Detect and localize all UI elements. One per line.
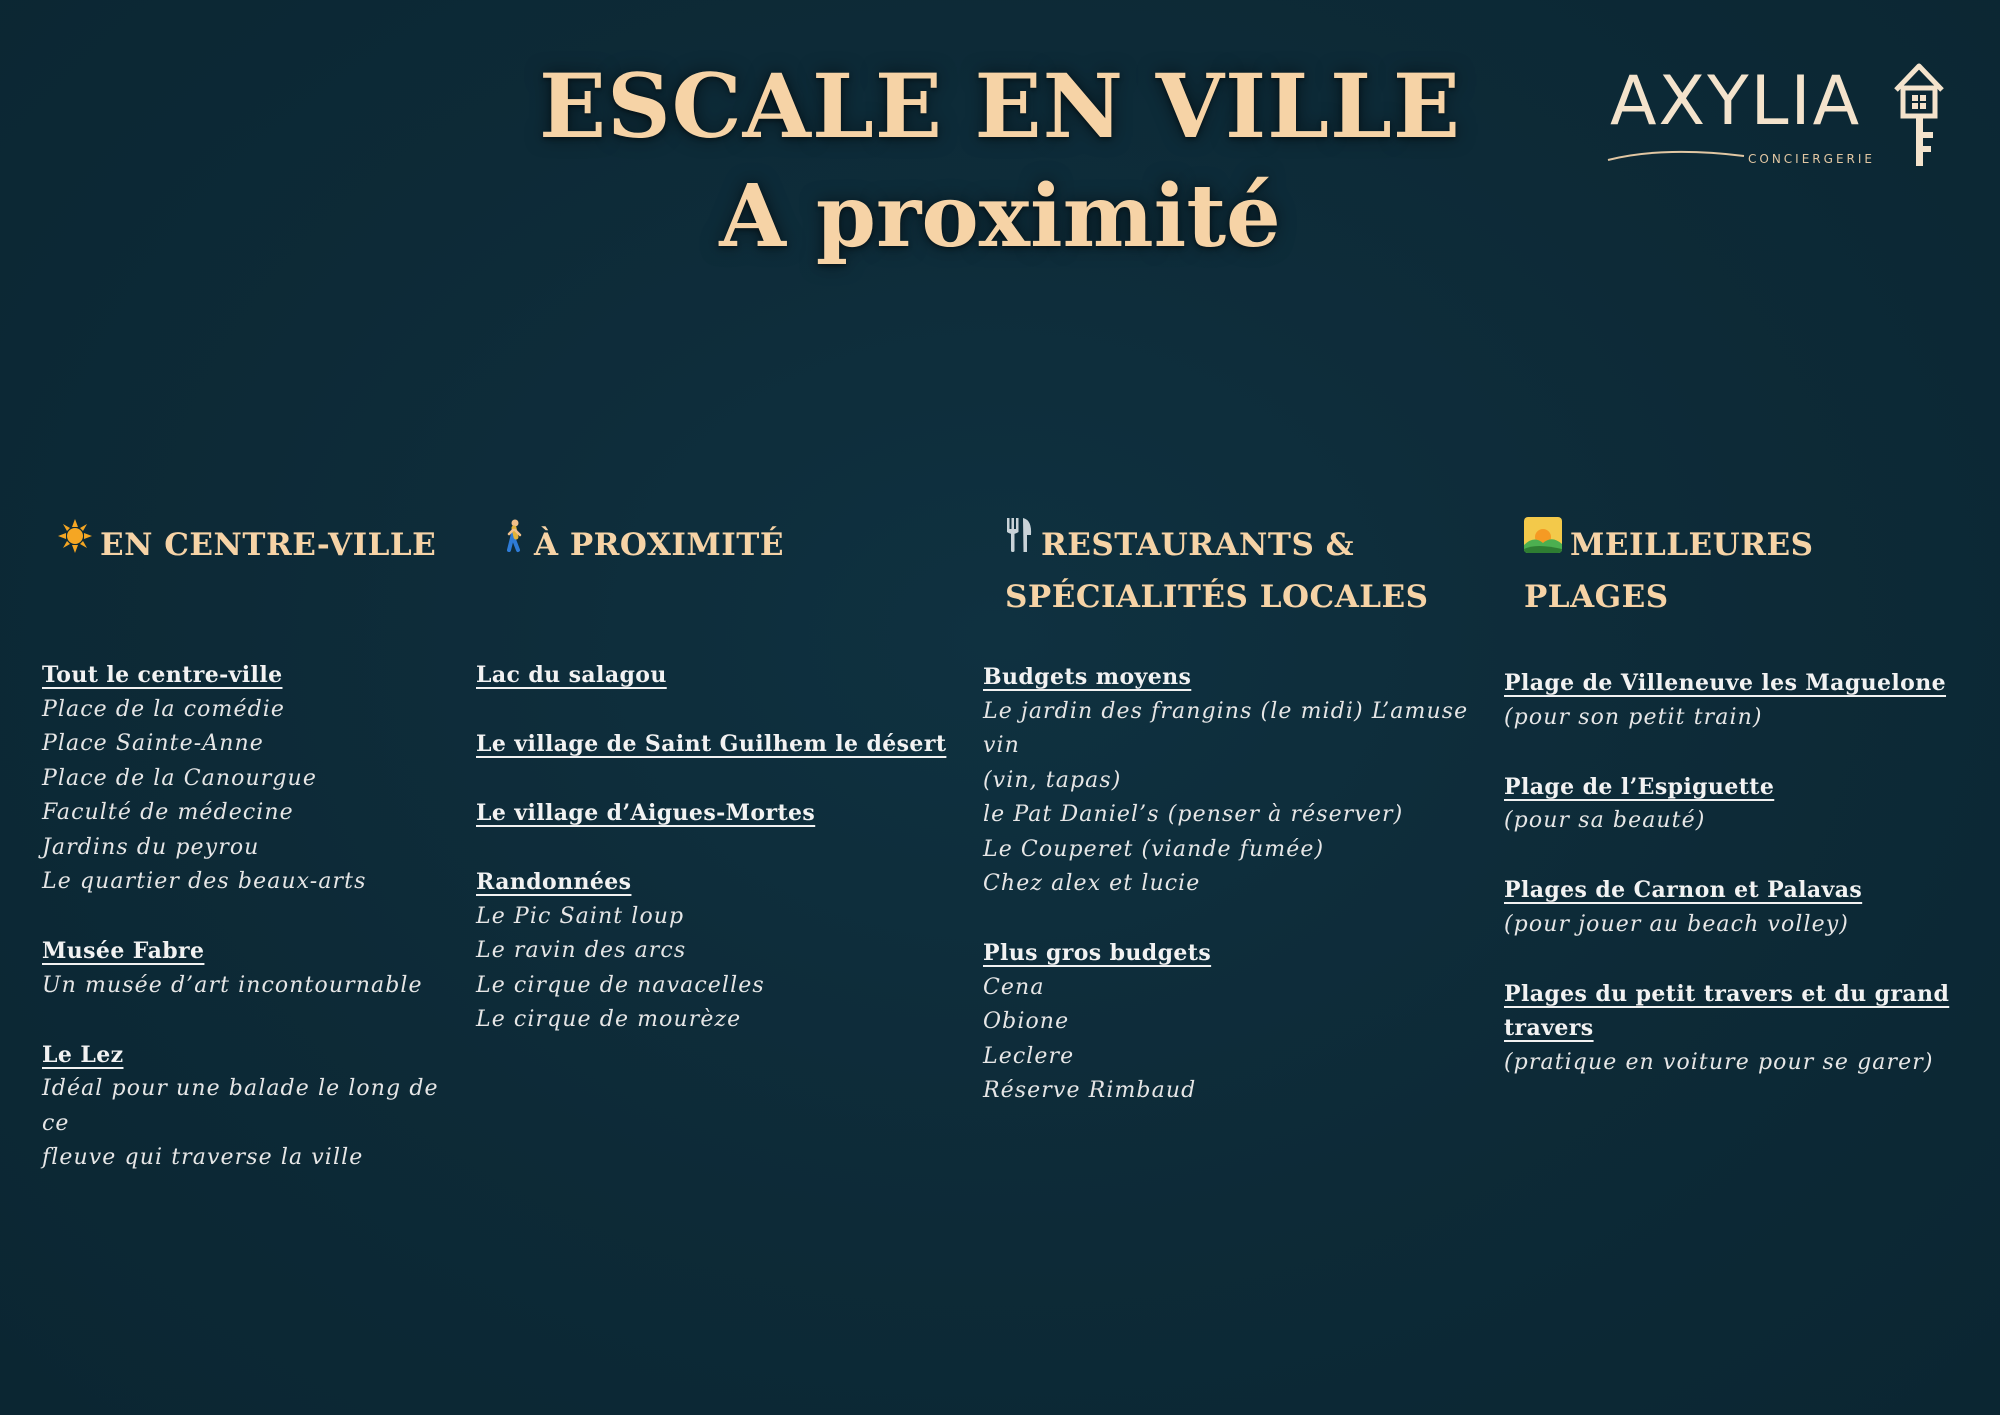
list-group bbox=[1504, 977, 1970, 1081]
list-item: Le cirque de navacelles bbox=[476, 972, 765, 998]
list-item: (pour son petit train) bbox=[1504, 704, 1763, 730]
list-item: Cena bbox=[983, 974, 1045, 1000]
group-title-link[interactable]: Le village d’Aigues-Mortes bbox=[476, 800, 816, 826]
list-group bbox=[42, 1038, 442, 1176]
logo-swoosh-icon bbox=[1606, 146, 1746, 166]
list-item: Un musée d’art incontournable bbox=[42, 972, 423, 998]
walking-person-icon bbox=[502, 518, 526, 568]
list-item: Le quartier des beaux-arts bbox=[42, 869, 367, 894]
list-item: (vin, tapas) bbox=[983, 767, 1122, 793]
column-heading-text: MEILLEURES bbox=[1570, 527, 1814, 563]
list-item: (pour jouer au beach volley) bbox=[1504, 911, 1849, 937]
list-item: Le cirque de mourèze bbox=[476, 1007, 742, 1032]
column-a-proximite bbox=[476, 520, 956, 1038]
column-heading bbox=[1504, 520, 1970, 650]
list-item: Jardins du peyrou bbox=[42, 834, 260, 860]
logo-subtitle: CONCIERGERIE bbox=[1748, 152, 1875, 166]
list-item: Place Sainte-Anne bbox=[42, 731, 264, 756]
list-item: le Pat Daniel’s (penser à réserver) bbox=[983, 802, 1404, 827]
column-centre-ville bbox=[42, 520, 442, 1176]
title-line-2: A proximité bbox=[719, 166, 1281, 267]
list-item: Chez alex et lucie bbox=[983, 871, 1201, 896]
group-title-link[interactable]: Plage de Villeneuve les Maguelone bbox=[1504, 670, 1947, 696]
list-item: (pour sa beauté) bbox=[1504, 808, 1706, 833]
column-plages bbox=[1504, 520, 1970, 1080]
list-item: Place de la Canourgue bbox=[42, 765, 317, 791]
list-item: Le Pic Saint loup bbox=[476, 903, 685, 929]
list-group bbox=[476, 796, 956, 831]
column-heading-text: RESTAURANTS & bbox=[1041, 527, 1355, 563]
list-group bbox=[42, 934, 442, 1003]
column-heading bbox=[42, 520, 442, 650]
group-title-link[interactable]: Plages du petit travers et du grand bbox=[1504, 980, 1950, 1007]
list-item: Le Couperet (viande fumée) bbox=[983, 836, 1325, 862]
group-title-link[interactable]: Randonnées bbox=[476, 869, 632, 895]
column-restaurants bbox=[983, 520, 1483, 1109]
list-item: (pratique en voiture pour se garer) bbox=[1504, 1049, 1934, 1075]
column-heading-text: À PROXIMITÉ bbox=[534, 527, 784, 563]
list-group bbox=[983, 936, 1483, 1109]
list-group bbox=[476, 658, 956, 693]
list-item: Le jardin des frangins (le midi) L’amuse vin bbox=[983, 698, 1469, 758]
column-heading-text-2: PLAGES bbox=[1524, 579, 1669, 615]
list-group bbox=[42, 658, 442, 900]
list-group bbox=[476, 727, 956, 762]
column-heading bbox=[983, 520, 1483, 650]
list-group bbox=[983, 660, 1483, 902]
list-item: Le ravin des arcs bbox=[476, 938, 687, 963]
list-item: Faculté de médecine bbox=[42, 800, 294, 825]
group-title-link[interactable]: Le Lez bbox=[42, 1041, 124, 1068]
sun-icon bbox=[58, 518, 92, 568]
logo-wordmark: AXYLIA bbox=[1610, 62, 1862, 141]
brand-logo bbox=[1606, 60, 1946, 180]
group-title-link[interactable]: Plages de Carnon et Palavas bbox=[1504, 877, 1863, 903]
sunrise-landscape-icon bbox=[1524, 517, 1562, 568]
group-title-link[interactable]: Lac du salagou bbox=[476, 662, 667, 688]
list-item: Leclere bbox=[983, 1043, 1075, 1069]
group-title-link[interactable]: Plage de l’Espiguette bbox=[1504, 773, 1775, 800]
column-heading-text-2: SPÉCIALITÉS LOCALES bbox=[1005, 579, 1429, 615]
group-title-link[interactable]: Plus gros budgets bbox=[983, 940, 1212, 966]
list-item: Obione bbox=[983, 1009, 1070, 1034]
list-item: Réserve Rimbaud bbox=[983, 1078, 1197, 1103]
list-group bbox=[1504, 770, 1970, 839]
column-heading bbox=[476, 520, 956, 650]
group-title-link[interactable]: Budgets moyens bbox=[983, 664, 1192, 690]
list-group bbox=[476, 865, 956, 1038]
group-title-link[interactable]: Musée Fabre bbox=[42, 938, 205, 964]
house-key-icon bbox=[1892, 60, 1946, 172]
fork-knife-icon bbox=[1005, 517, 1033, 568]
group-title-link[interactable]: Le village de Saint Guilhem le désert bbox=[476, 731, 947, 757]
list-item: Place de la comédie bbox=[42, 696, 286, 722]
list-group bbox=[1504, 666, 1970, 735]
column-heading-text: EN CENTRE-VILLE bbox=[100, 527, 437, 563]
group-title-link[interactable]: Tout le centre-ville bbox=[42, 662, 283, 688]
group-title-link-continued[interactable]: travers bbox=[1504, 1015, 1594, 1041]
list-item: fleuve qui traverse la ville bbox=[42, 1145, 364, 1170]
list-item: Idéal pour une balade le long de ce bbox=[42, 1076, 439, 1136]
title-line-1: ESCALE EN VILLE bbox=[539, 54, 1461, 158]
list-group bbox=[1504, 873, 1970, 942]
